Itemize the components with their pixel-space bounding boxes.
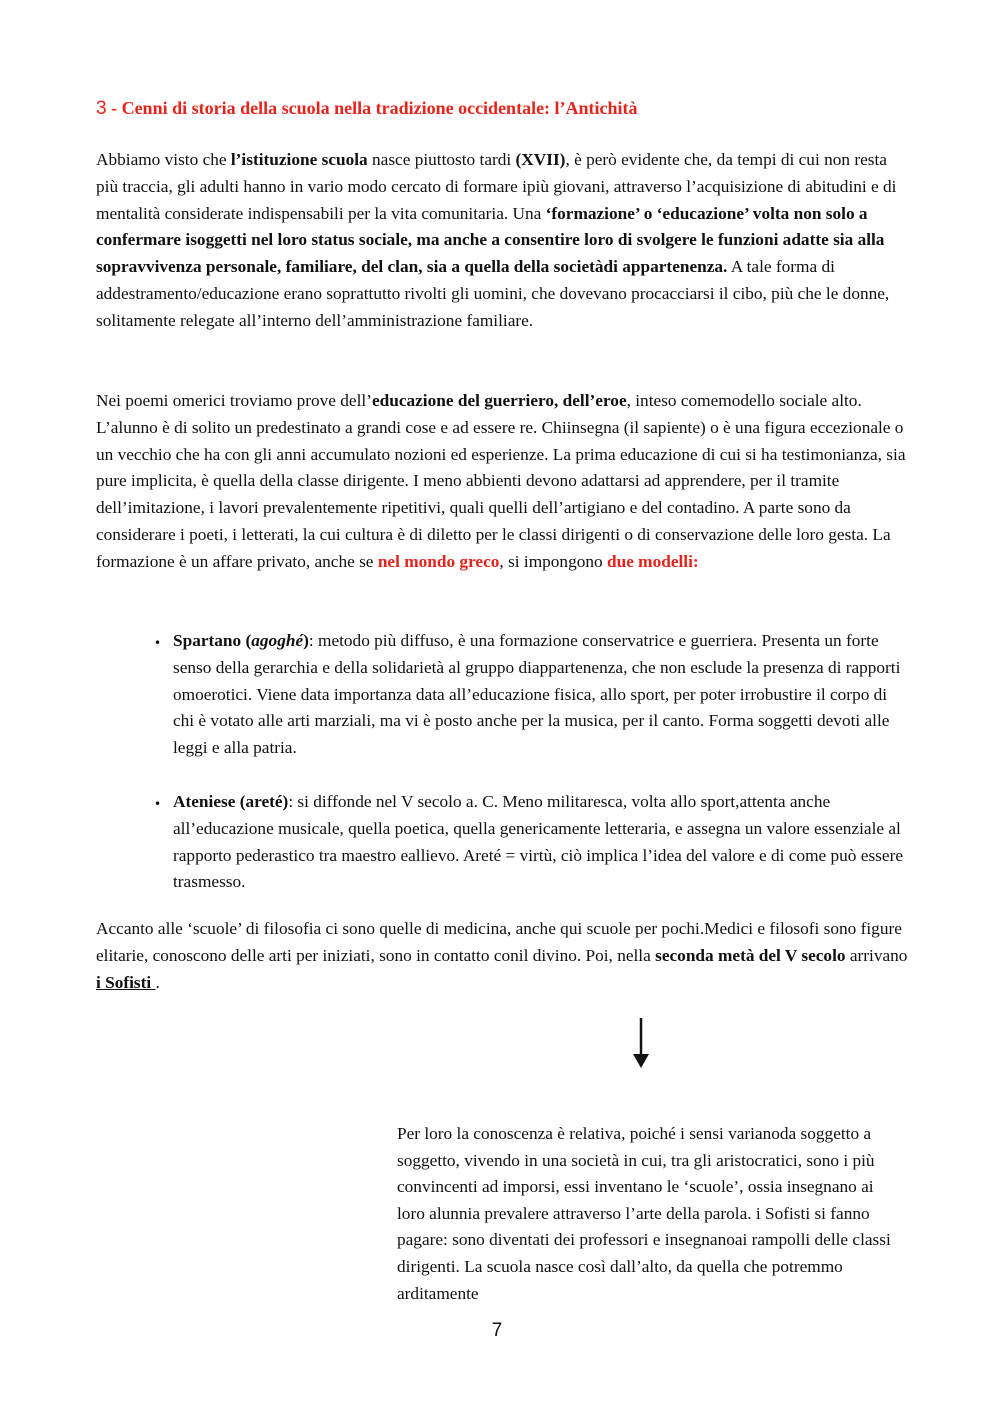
schools-text-1: Accanto alle ‘scuole’ di filosofia ci sono quelle di medicina, anche qui scuole per pochi.Medici e filosofi sono figure elitarie, conoscono delle arti per iniziati, sono in contatto conil divino. Poi, nella (96, 919, 902, 965)
sophists-text-box: Per loro la conoscenza è relativa, poiché i sensi varianoda soggetto a soggetto, vivendo in una società in cui, tra gli aristocratici, sono i più convincenti ad imporsi, essi inventano le ‘scuole’, ossia insegnano ai loro alunnia prevalere attraverso l’arte della parola. i Sofisti si fanno pagare: sono diventati dei professori e insegnanoai rampolli delle classi dirigenti. La scuola nasce così dall’alto, da quella che potremmo arditamente (397, 1124, 891, 1303)
bullet-name-end-1: ) (303, 631, 309, 650)
homer-red-1: nel mondo greco (377, 551, 500, 571)
bullet-item-spartano (173, 628, 908, 762)
intro-bold-1: l’istituzione scuola (230, 150, 368, 169)
intro-text-1: Abbiamo visto che (96, 150, 231, 169)
schools-text-2: arrivano (845, 945, 908, 965)
intro-text-2: nasce piuttosto tardi (367, 150, 516, 169)
homer-red-2: due modelli: (606, 551, 699, 571)
schools-text-3: . (155, 972, 160, 992)
intro-text-4: A tale forma di addestramento/educazione erano soprattutto rivolti gli uomini, che dovevano procacciarsi il cibo, più che le donne, solitamente relegate all’interno dell’amministrazione familiare. (96, 257, 890, 330)
schools-paragraph (96, 916, 911, 996)
bullet-name-2: Ateniese (areté) (173, 792, 289, 811)
homer-text-2: , inteso comemodello sociale alto. L’alunno è di solito un predestinato a grandi cose e ad essere re. Chiinsegna (il sapiente) o è una figura eccezionale o un vecchio che ha con gli anni accumulato nozioni ed esperienze. La prima educazione di cui si ha testimonianza, sia pure implicita, è quella della classe dirigente. I meno abbienti devono adattarsi ad apprendere, per il tramite dell’imitazione, i lavori prevalentemente ripetitivi, quali quelli dell’artigiano e del contadino. A parte sono da considerare i poeti, i letterati, la cui cultura è di diletto per le classi dirigenti o di conservazione delle loro gesta. La formazione è un affare privato, anche se (96, 391, 906, 571)
sofisti-link-text: i Sofisti (96, 972, 156, 992)
section-title: - Cenni di storia della scuola nella tradizione occidentale: l’Antichità (106, 98, 638, 118)
schools-bold-1: seconda metà del V secolo (655, 945, 846, 965)
bullet-text-1: : metodo più diffuso, è una formazione conservatrice e guerriera. Presenta un forte senso della gerarchia e della solidarietà al gruppo diappartenenza, che non esclude la presenza di rapporti omoerotici. Viene data importanza data all’educazione fisica, allo sport, per poter irrobustire il corpo di chi è votato alle arti marziali, ma vi è posto anche per la musica, per il canto. Forma soggetti devoti alle leggi e alla patria. (173, 631, 901, 758)
bullet-name-1: Spartano ( (173, 631, 252, 650)
section-number: 3 (96, 98, 107, 119)
homer-paragraph (96, 388, 911, 576)
arrow-down-icon (630, 1018, 652, 1070)
bullet-icon: • (154, 636, 162, 650)
homer-text-1: Nei poemi omerici troviamo prove dell’ (96, 391, 372, 410)
section-heading (96, 96, 916, 121)
page-number: 7 (491, 1320, 503, 1341)
intro-paragraph (96, 147, 911, 335)
intro-bold-3: ‘formazione’ o ‘educazione’ volta non solo a confermare isoggetti nel loro status sociale, ma anche a consentire loro di svolgere le funzioni adatte sia alla sopravvivenza personale, familiare, del clan, sia a quella della societàdi appartenenza. (96, 203, 885, 277)
bullet-icon: • (154, 797, 162, 811)
bullet-text-2: : si diffonde nel V secolo a. C. Meno militaresca, volta allo sport,attenta anche all’educazione musicale, quella poetica, quella genericamente letteraria, e assegna un valore essenziale al rapporto pederastico tra maestro eallievo. Areté = virtù, ciò implica l’idea del valore e di come può essere trasmesso. (173, 792, 903, 892)
bullet-name-italic-1: agoghé (251, 631, 304, 650)
intro-bold-2: (XVII) (515, 150, 566, 169)
homer-bold-1: educazione del guerriero, dell’eroe (371, 391, 627, 410)
bullet-item-ateniese (173, 789, 908, 896)
intro-text-3: , è però evidente che, da tempi di cui non resta più traccia, gli adulti hanno in vario modo cercato di formare ipiù giovani, attraverso l’acquisizione di abitudini e di mentalità considerate indispensabili per la vita comunitaria. Una (96, 150, 897, 223)
homer-text-3: , si impongono (499, 551, 607, 571)
